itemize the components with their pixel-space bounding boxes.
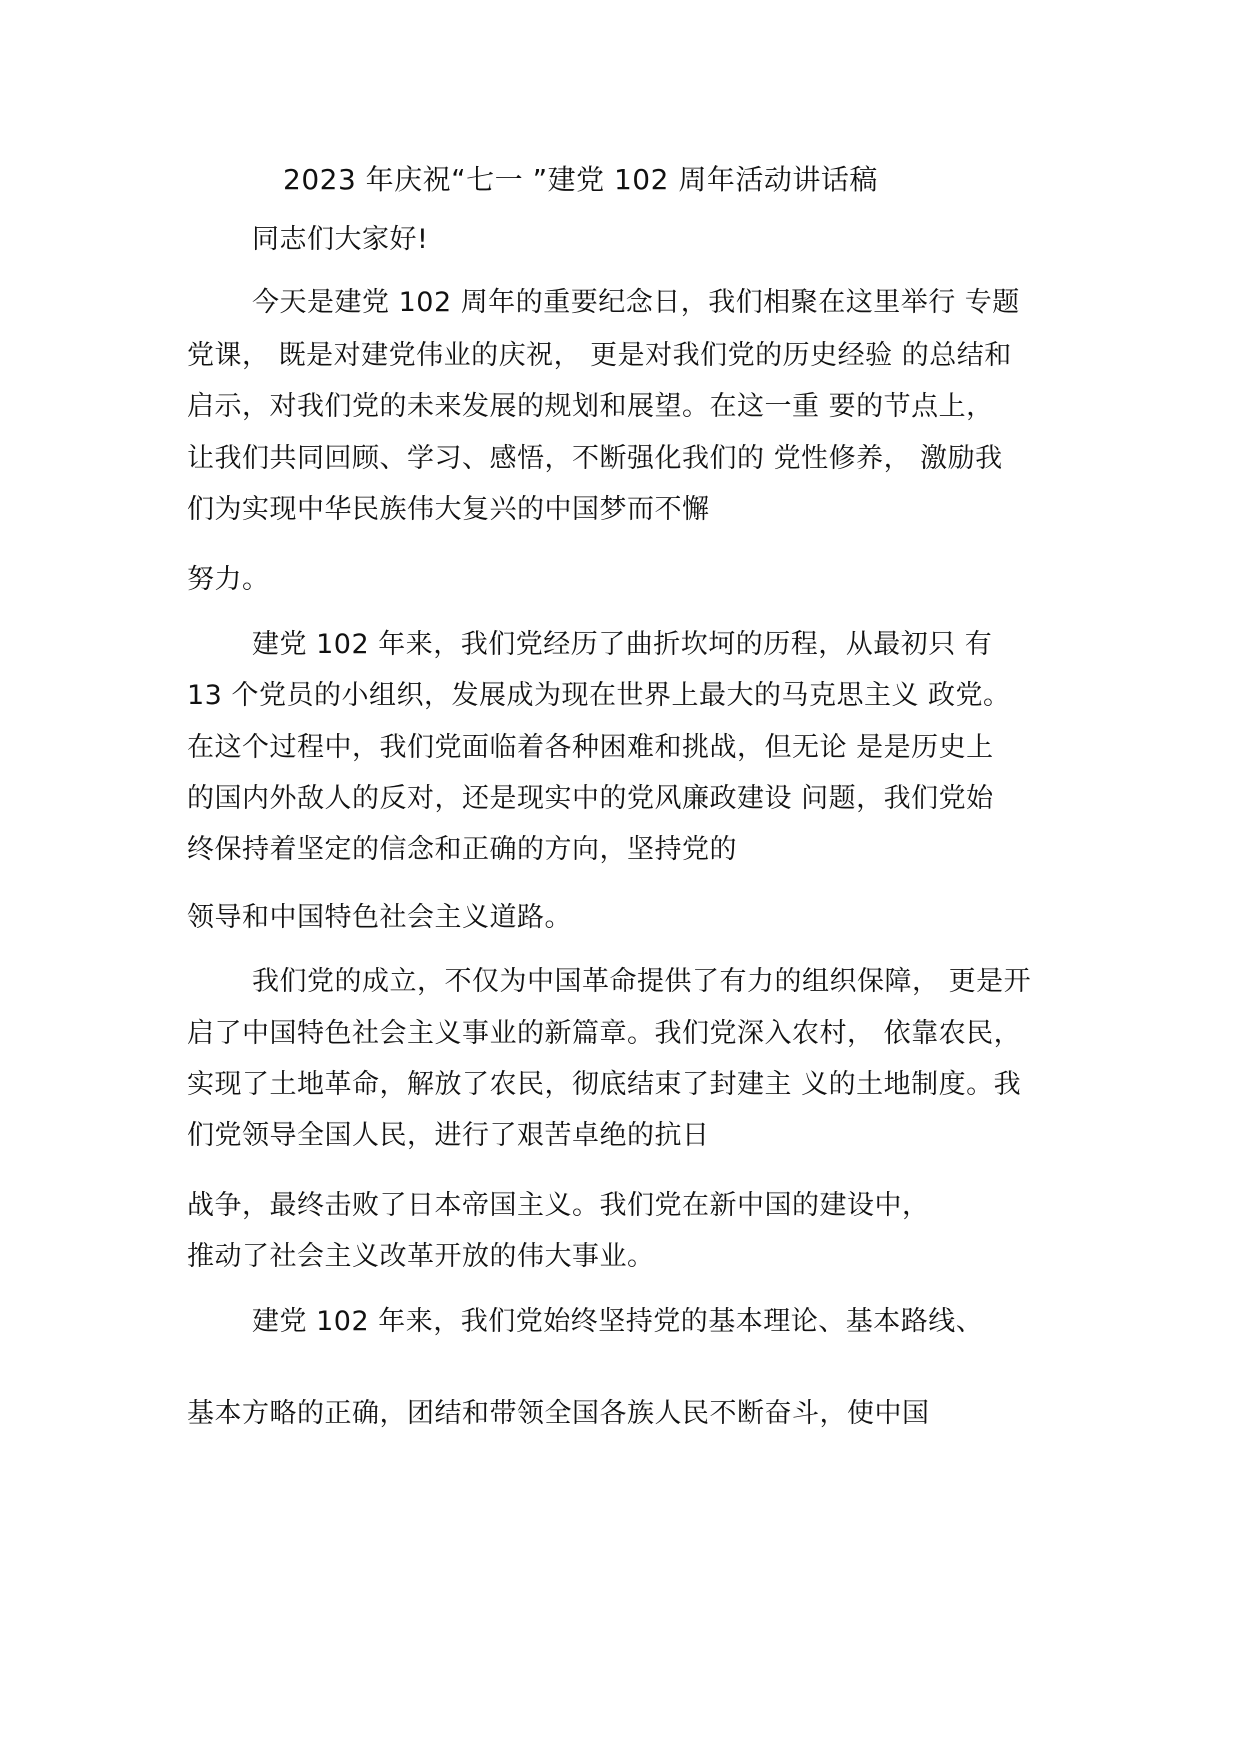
paragraph-4-line-2: 基本方略的正确，团结和带领全国各族人民不断奋斗，使中国 (187, 1398, 930, 1429)
paragraph-2-line-6: 领导和中国特色社会主义道路。 (187, 902, 572, 933)
paragraph-2-line-1: 建党 102 年来，我们党经历了曲折坎坷的历程，从最初只 有 (252, 629, 993, 660)
paragraph-2-line-2: 13 个党员的小组织，发展成为现在世界上最大的马克思主义 政党。 (187, 680, 1011, 711)
paragraph-3-line-3: 实现了土地革命，解放了农民，彻底结束了封建主 义的土地制度。我 (187, 1069, 1022, 1100)
paragraph-4-line-1: 建党 102 年来，我们党始终坚持党的基本理论、基本路线、 (252, 1306, 984, 1337)
paragraph-1-line-4: 让我们共同回顾、学习、感悟，不断强化我们的 党性修养， 激励我 (187, 443, 1003, 474)
paragraph-1-line-3: 启示，对我们党的未来发展的规划和展望。在这一重 要的节点上， (187, 391, 994, 422)
paragraph-1-line-6: 努力。 (187, 564, 270, 595)
paragraph-3-line-5: 战争，最终击败了日本帝国主义。我们党在新中国的建设中， (187, 1190, 930, 1221)
paragraph-3-line-2: 启了中国特色社会主义事业的新篇章。我们党深入农村， 依靠农民， (187, 1018, 1022, 1049)
paragraph-3-line-1: 我们党的成立，不仅为中国革命提供了有力的组织保障， 更是开 (252, 966, 1032, 997)
paragraph-1-line-1: 今天是建党 102 周年的重要纪念日，我们相聚在这里举行 专题 (252, 287, 1020, 318)
greeting: 同志们大家好! (252, 224, 429, 255)
paragraph-1-line-5: 们为实现中华民族伟大复兴的中国梦而不懈 (187, 494, 710, 525)
paragraph-3-line-6: 推动了社会主义改革开放的伟大事业。 (187, 1241, 655, 1272)
document-title: 2023 年庆祝“七一 ”建党 102 周年活动讲话稿 (283, 163, 878, 196)
paragraph-1-line-2: 党课， 既是对建党伟业的庆祝， 更是对我们党的历史经验 的总结和 (187, 340, 1012, 371)
paragraph-2-line-5: 终保持着坚定的信念和正确的方向，坚持党的 (187, 834, 737, 865)
paragraph-3-line-4: 们党领导全国人民，进行了艰苦卓绝的抗日 (187, 1120, 710, 1151)
paragraph-2-line-4: 的国内外敌人的反对，还是现实中的党风廉政建设 问题，我们党始 (187, 783, 994, 814)
paragraph-2-line-3: 在这个过程中，我们党面临着各种困难和挑战，但无论 是是历史上 (187, 732, 994, 763)
